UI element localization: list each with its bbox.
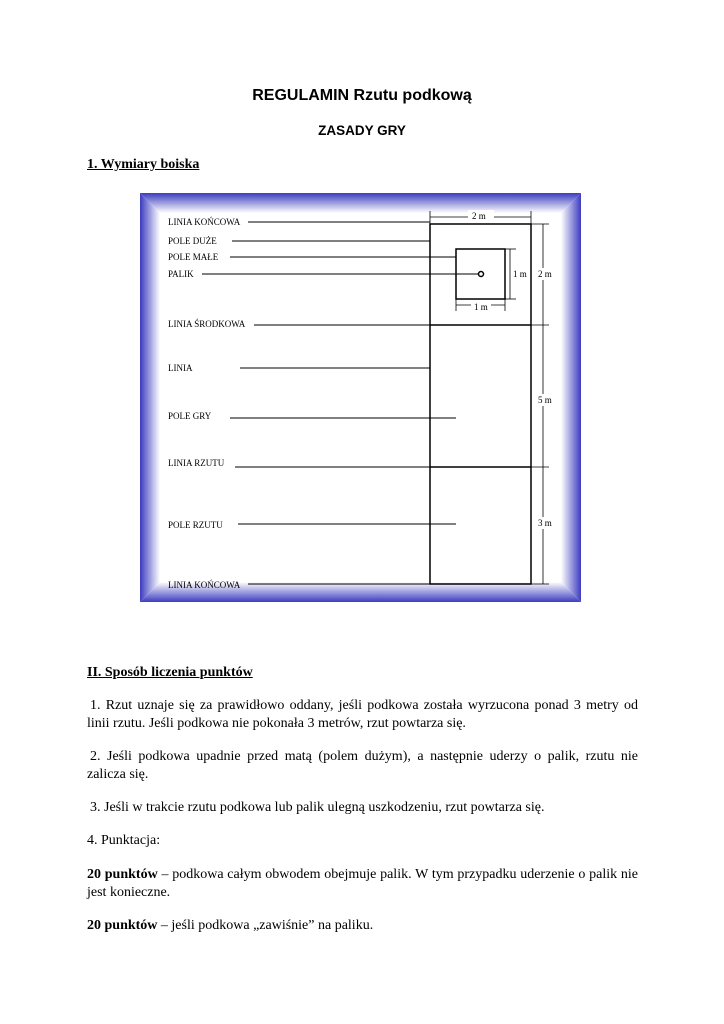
rule-paragraph-2: 2. Jeśli podkowa upadnie przed matą (polem dużym), a następnie uderzy o palik, rzutu nie zalicza się. (87, 749, 638, 782)
dim-top-width: 2 m (472, 211, 486, 221)
rule-paragraph-1: 1. Rzut uznaje się za prawidłowo oddany, jeśli podkowa została wyrzucona ponad 3 metry od linii rzutu. Jeśli podkowa nie pokonała 3 metrów, rzut powtarza się. (87, 698, 638, 731)
dim-small-width: 1 m (474, 302, 488, 312)
dim-big-height: 2 m (538, 269, 552, 279)
rule-paragraph-6 (87, 917, 638, 935)
rule-paragraph-5 (87, 866, 638, 902)
stake-icon (479, 272, 484, 277)
label-line: LINIA (168, 363, 193, 373)
dim-bottom-height: 3 m (538, 518, 552, 528)
label-end-line-top: LINIA KOŃCOWA (168, 217, 241, 227)
section-heading-scoring: II. Sposób liczenia punktów (87, 665, 253, 680)
label-throw-line: LINIA RZUTU (168, 458, 225, 468)
rule-paragraph-4: 4. Punktacja: (87, 833, 161, 848)
label-big-field: POLE DUŻE (168, 236, 217, 246)
section-heading-dimensions: 1. Wymiary boiska (87, 157, 200, 172)
label-midline: LINIA ŚRODKOWA (168, 319, 246, 329)
label-small-field: POLE MAŁE (168, 252, 219, 262)
dim-mid-height: 5 m (538, 395, 552, 405)
label-play-field: POLE GRY (168, 411, 212, 421)
field-diagram-svg (140, 193, 581, 602)
points-label: 20 punktów (87, 867, 158, 882)
document-title: REGULAMIN Rzutu podkową (252, 87, 472, 104)
points-description: – jeśli podkowa „zawiśnie” na paliku. (157, 918, 374, 933)
label-stake: PALIK (168, 269, 194, 279)
field-diagram (140, 193, 581, 602)
points-description: – podkowa całym obwodem obejmuje palik. W tym przypadku uderzenie o palik nie jest konieczne. (87, 867, 638, 900)
document-subtitle: ZASADY GRY (318, 123, 406, 138)
points-label: 20 punktów (87, 918, 158, 933)
label-end-line-bottom: LINIA KOŃCOWA (168, 580, 241, 590)
label-throw-field: POLE RZUTU (168, 520, 223, 530)
rule-paragraph-3: 3. Jeśli w trakcie rzutu podkowa lub palik ulegną uszkodzeniu, rzut powtarza się. (90, 800, 545, 815)
dim-small-height: 1 m (513, 269, 527, 279)
